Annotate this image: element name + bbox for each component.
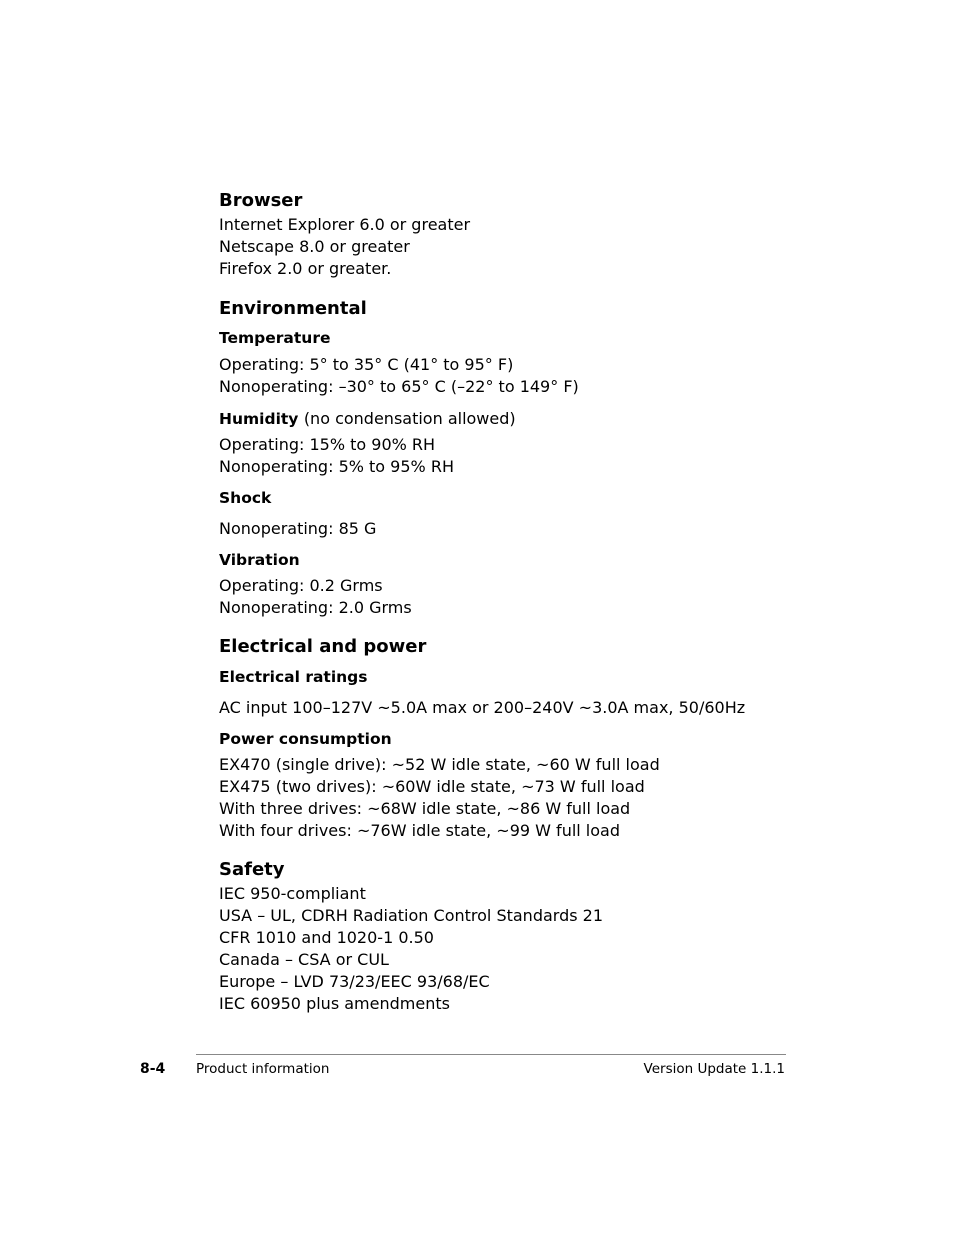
browser-heading: Browser — [219, 190, 303, 211]
safety-line-iec60950: IEC 60950 plus amendments — [219, 994, 450, 1013]
power-line-ex475: EX475 (two drives): ~60W idle state, ~73 W full load — [219, 777, 645, 796]
footer-divider — [196, 1054, 786, 1055]
temperature-line-operating: Operating: 5° to 35° C (41° to 95° F) — [219, 355, 514, 374]
browser-line-netscape: Netscape 8.0 or greater — [219, 237, 410, 256]
environmental-heading: Environmental — [219, 298, 367, 319]
power-consumption-heading: Power consumption — [219, 730, 392, 748]
safety-line-cfr: CFR 1010 and 1020-1 0.50 — [219, 928, 434, 947]
power-line-four-drives: With four drives: ~76W idle state, ~99 W full load — [219, 821, 620, 840]
vibration-line-operating: Operating: 0.2 Grms — [219, 576, 383, 595]
power-line-three-drives: With three drives: ~68W idle state, ~86 W full load — [219, 799, 631, 818]
humidity-heading — [219, 408, 819, 430]
electrical-heading: Electrical and power — [219, 636, 427, 657]
temperature-heading: Temperature — [219, 329, 331, 347]
vibration-heading: Vibration — [219, 551, 300, 569]
humidity-title: Humidity — [219, 410, 299, 428]
safety-line-iec950: IEC 950-compliant — [219, 884, 366, 903]
browser-line-firefox: Firefox 2.0 or greater. — [219, 259, 392, 278]
electrical-ratings-line: AC input 100–127V ~5.0A max or 200–240V ~3.0A max, 50/60Hz — [219, 698, 746, 717]
safety-line-usa: USA – UL, CDRH Radiation Control Standards 21 — [219, 906, 604, 925]
humidity-line-operating: Operating: 15% to 90% RH — [219, 435, 436, 454]
vibration-line-nonoperating: Nonoperating: 2.0 Grms — [219, 598, 412, 617]
safety-line-canada: Canada – CSA or CUL — [219, 950, 389, 969]
humidity-note: (no condensation allowed) — [303, 409, 516, 428]
safety-heading: Safety — [219, 859, 285, 880]
safety-line-europe: Europe – LVD 73/23/EEC 93/68/EC — [219, 972, 490, 991]
shock-heading: Shock — [219, 489, 272, 507]
browser-line-ie: Internet Explorer 6.0 or greater — [219, 215, 471, 234]
page-number: 8-4 — [140, 1061, 166, 1077]
temperature-line-nonoperating: Nonoperating: –30° to 65° C (–22° to 149° F) — [219, 377, 579, 396]
electrical-ratings-heading: Electrical ratings — [219, 668, 368, 686]
humidity-line-nonoperating: Nonoperating: 5% to 95% RH — [219, 457, 454, 476]
footer-section-title: Product information — [196, 1061, 330, 1077]
footer-version: Version Update 1.1.1 — [643, 1061, 785, 1077]
shock-line-nonoperating: Nonoperating: 85 G — [219, 519, 377, 538]
power-line-ex470: EX470 (single drive): ~52 W idle state, ~60 W full load — [219, 755, 660, 774]
page-content — [219, 188, 819, 1015]
